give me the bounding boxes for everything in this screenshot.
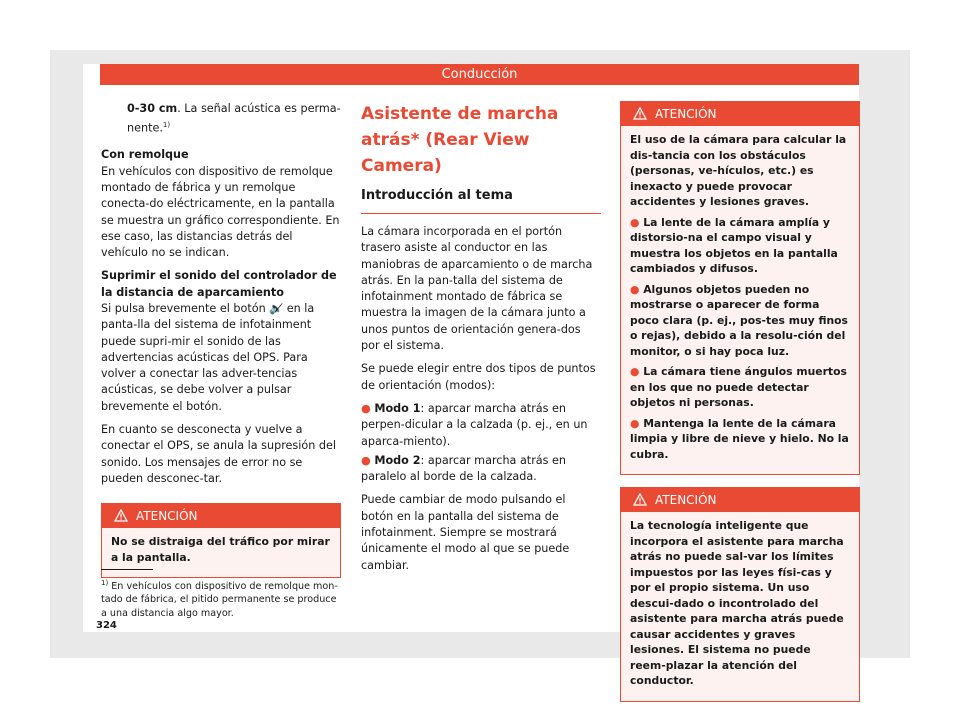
warning-triangle-icon [633,493,647,506]
heading-remolque: Con remolque [101,148,189,162]
bullet-icon: ● [630,215,644,229]
mode-item: ● Modo 2: aparcar marcha atrás en paralelo al borde de la calzada. [361,453,567,484]
distance-paragraph: 0-30 cm. La señal acústica es perma-nente.$^{1)}$ [127,102,341,136]
warning-text: El uso de la cámara para calcular la dis-tancia con los obstáculos (personas, ve-hículos, etc.) es inexacto y puede provocar accidentes y lesiones graves. [630,133,847,208]
chapter-header: Conducción [100,64,859,85]
footnote: $^{1)}$ En vehículos con dispositivo de remolque mon-tado de fábrica, el pitido permanente se produce a una distancia algo mayor. [101,579,338,619]
warning-triangle-icon [633,107,647,120]
distance-range: 0-30 cm [127,102,178,115]
paragraph-remolque: En vehículos con dispositivo de remolque montado de fábrica y un remolque conecta-do eléctricamente, en la pantalla se muestra un gráfico correspondiente. En ese caso, las distancias detrás del vehículo no se indican. [101,164,340,260]
section-title: Asistente de marcha atrás* (Rear View Camera) [361,104,559,176]
paragraph-desconecta: En cuanto se desconecta y vuelve a conectar el OPS, se anula la supresión del sonido. Los mensajes de error no se pueden desconec-tar. [101,423,336,485]
bullet-icon: ● [630,282,644,296]
warning-header: ATENCIÓN [621,102,859,126]
warning-triangle-icon [114,509,128,522]
warning-text: No se distraiga del tráfico por mirar a la pantalla. [111,535,330,564]
warning-box-3 [620,487,860,702]
page-number: 324 [96,620,117,631]
warning-header: ATENCIÓN [102,504,340,528]
intro-paragraph: La cámara incorporada en el portón trasero asiste al conductor en las maniobras de aparcamiento o de marcha atrás. En la pan-talla del sistema de infotainment montado de fábrica se muestra la imagen de la cámara junto a unos puntos de orientación genera-dos por el sistema. [361,225,593,353]
column-3 [620,101,860,702]
warning-box-1 [101,503,341,578]
change-mode-paragraph: Puede cambiar de modo pulsando el botón en la pantalla del sistema de infotainment. Siempre se mostrará únicamente el modo al que se puede cambiar. [361,493,570,572]
modes-paragraph: Se puede elegir entre dos tipos de puntos de orientación (modos): [361,362,596,392]
mute-icon: 🔈̸ [269,302,284,315]
section-subtitle: Introducción al tema [361,187,601,214]
bullet-icon: ● [361,401,375,415]
heading-suprimir: Suprimir el sonido del controlador de la distancia de aparcamiento [101,269,337,299]
mode-item: ● Modo 1: aparcar marcha atrás en perpen-dicular a la calzada (p. ej., en un aparca-miento). [361,401,588,448]
warning-box-2 [620,101,860,475]
column-1 [101,101,341,578]
warning-item: ● Mantenga la lente de la cámara limpia y libre de nieve y hielo. No la cubra. [630,416,849,461]
footnote-divider [101,569,153,570]
warning-item: ● La cámara tiene ángulos muertos en los que no puede detectar objetos ni personas. [630,365,847,409]
bullet-icon: ● [630,365,644,378]
warning-item: ● Algunos objetos pueden no mostrarse o aparecer de forma poco clara (p. ej., pos-tes muy finos o rejas), debido a la resolu-ción del monitor, o si hay poca luz. [630,282,848,358]
bullet-icon: ● [630,416,644,430]
bullet-icon: ● [361,453,375,467]
warning-header: ATENCIÓN [621,488,859,512]
warning-text: La tecnología inteligente que incorpora el asistente para marcha atrás no puede sal-var los límites impuestos por las leyes físi-cas y por el propio sistema. Un uso descui-dado o incontrolado del asistente para marcha atrás puede causar accidentes y graves lesiones. El sistema no puede reem-plazar la atención del conductor. [630,519,844,687]
paragraph-suprimir: Si pulsa brevemente el botón 🔈̸ en la panta-lla del sistema de infotainment puede supri-mir el sonido de las advertencias acústicas del OPS. Para volver a conectar las adver-tencias acústicas, se debe volver a pulsar brevemente el botón. [101,302,315,413]
footnote-ref: 1) [162,121,171,130]
warning-item: ● La lente de la cámara amplía y distorsio-na el campo visual y muestra los objetos en la pantalla cambiados y difusos. [630,215,838,275]
column-2 [361,101,601,581]
